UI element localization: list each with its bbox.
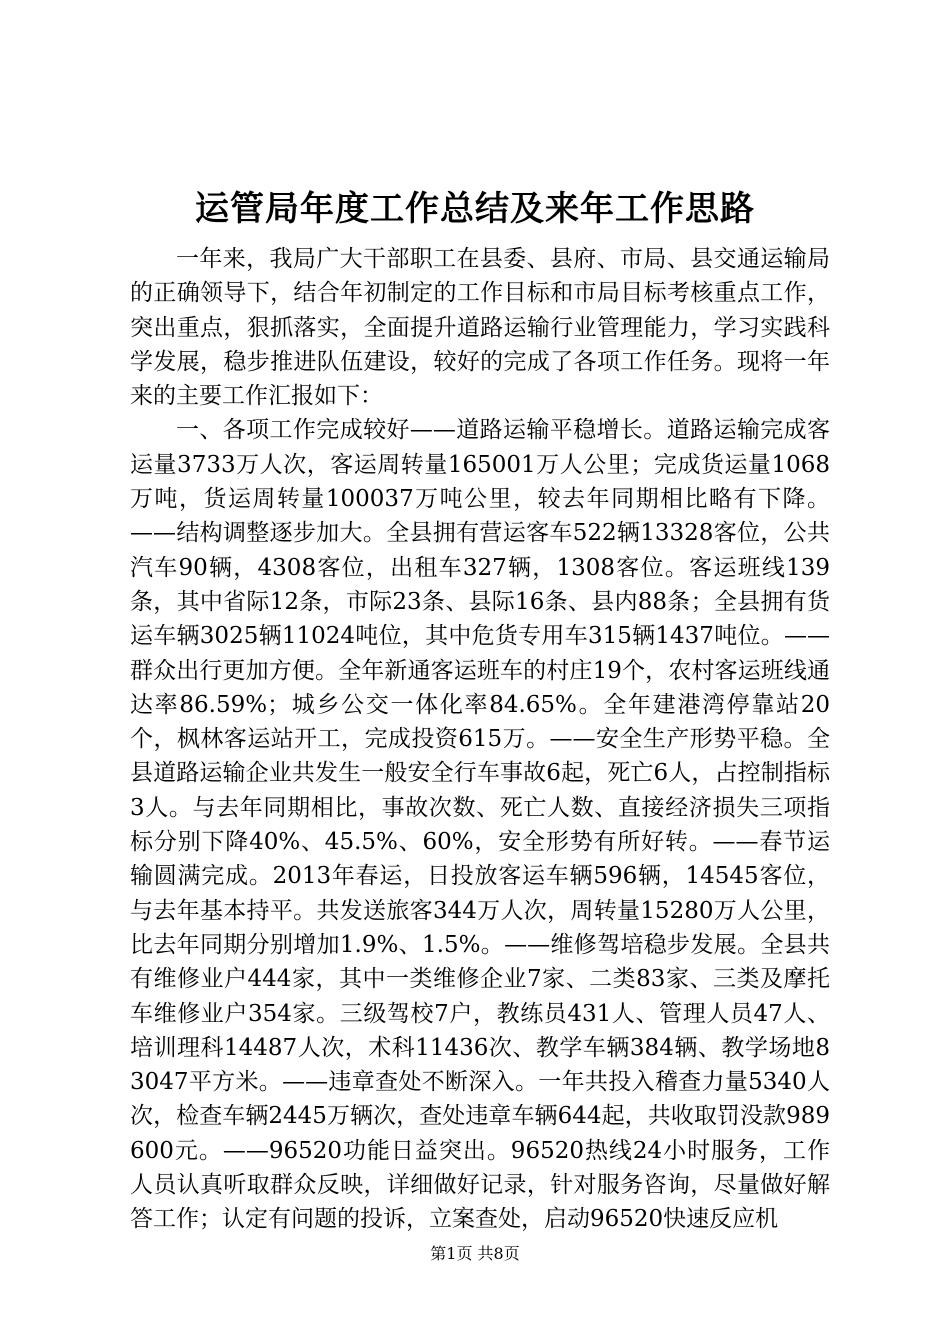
page-number-footer: 第1页 共8页 — [430, 1244, 520, 1263]
document-title: 运管局年度工作总结及来年工作思路 — [195, 189, 755, 229]
intro-paragraph: 一年来，我局广大干部职工在县委、县府、市局、县交通运输局的正确领导下，结合年初制定的工作目标和市局目标考核重点工作，突出重点，狠抓落实，全面提升道路运输行业管理能力，学习实践科学发展，稳步推进队伍建设，较好的完成了各项工作任务。现将一年来的主要工作汇报如下： — [130, 246, 830, 410]
document-body — [130, 242, 830, 1237]
section-one-paragraph: 一、各项工作完成较好——道路运输平稳增长。道路运输完成客运量3733万人次，客运周转量165001万人公里；完成货运量1068万吨，货运周转量100037万吨公里，较去年同期相比略有下降。——结构调整逐步加大。全县拥有营运客车522辆13328客位，公共汽车90辆，4308客位，出租车327辆，1308客位。客运班线139条，其中省际12条，市际23条、县际16条、县内88条；全县拥有货运车辆3025辆11024吨位，其中危货专用车315辆1437吨位。——群众出行更加方便。全年新通客运班车的村庄19个，农村客运班线通达率86.59%；城乡公交一体化率84.65%。全年建港湾停靠站20个，枫林客运站开工，完成投资615万。——安全生产形势平稳。全县道路运输企业共发生一般安全行车事故6起，死亡6人，占控制指标3人。与去年同期相比，事故次数、死亡人数、直接经济损失三项指标分别下降40%、45.5%、60%，安全形势有所好转。——春节运输圆满完成。2013年春运，日投放客运车辆596辆，14545客位，与去年基本持平。共发送旅客344万人次，周转量15280万人公里，比去年同期分别增加1.9%、1.5%。——维修驾培稳步发展。全县共有维修业户444家，其中一类维修企业7家、二类83家、三类及摩托车维修业户354家。三级驾校7户，教练员431人、管理人员47人、培训理科14487人次，术科11436次、教学车辆384辆、教学场地83047平方米。——违章查处不断深入。一年共投入稽查力量5340人次，检查车辆2445万辆次，查处违章车辆644起，共收取罚没款989600元。——96520功能日益突出。96520热线24小时服务，工作人员认真听取群众反映，详细做好记录，针对服务咨询，尽量做好解答工作；认定有问题的投诉，立案查处，启动96520快速反应机 — [130, 417, 830, 1233]
